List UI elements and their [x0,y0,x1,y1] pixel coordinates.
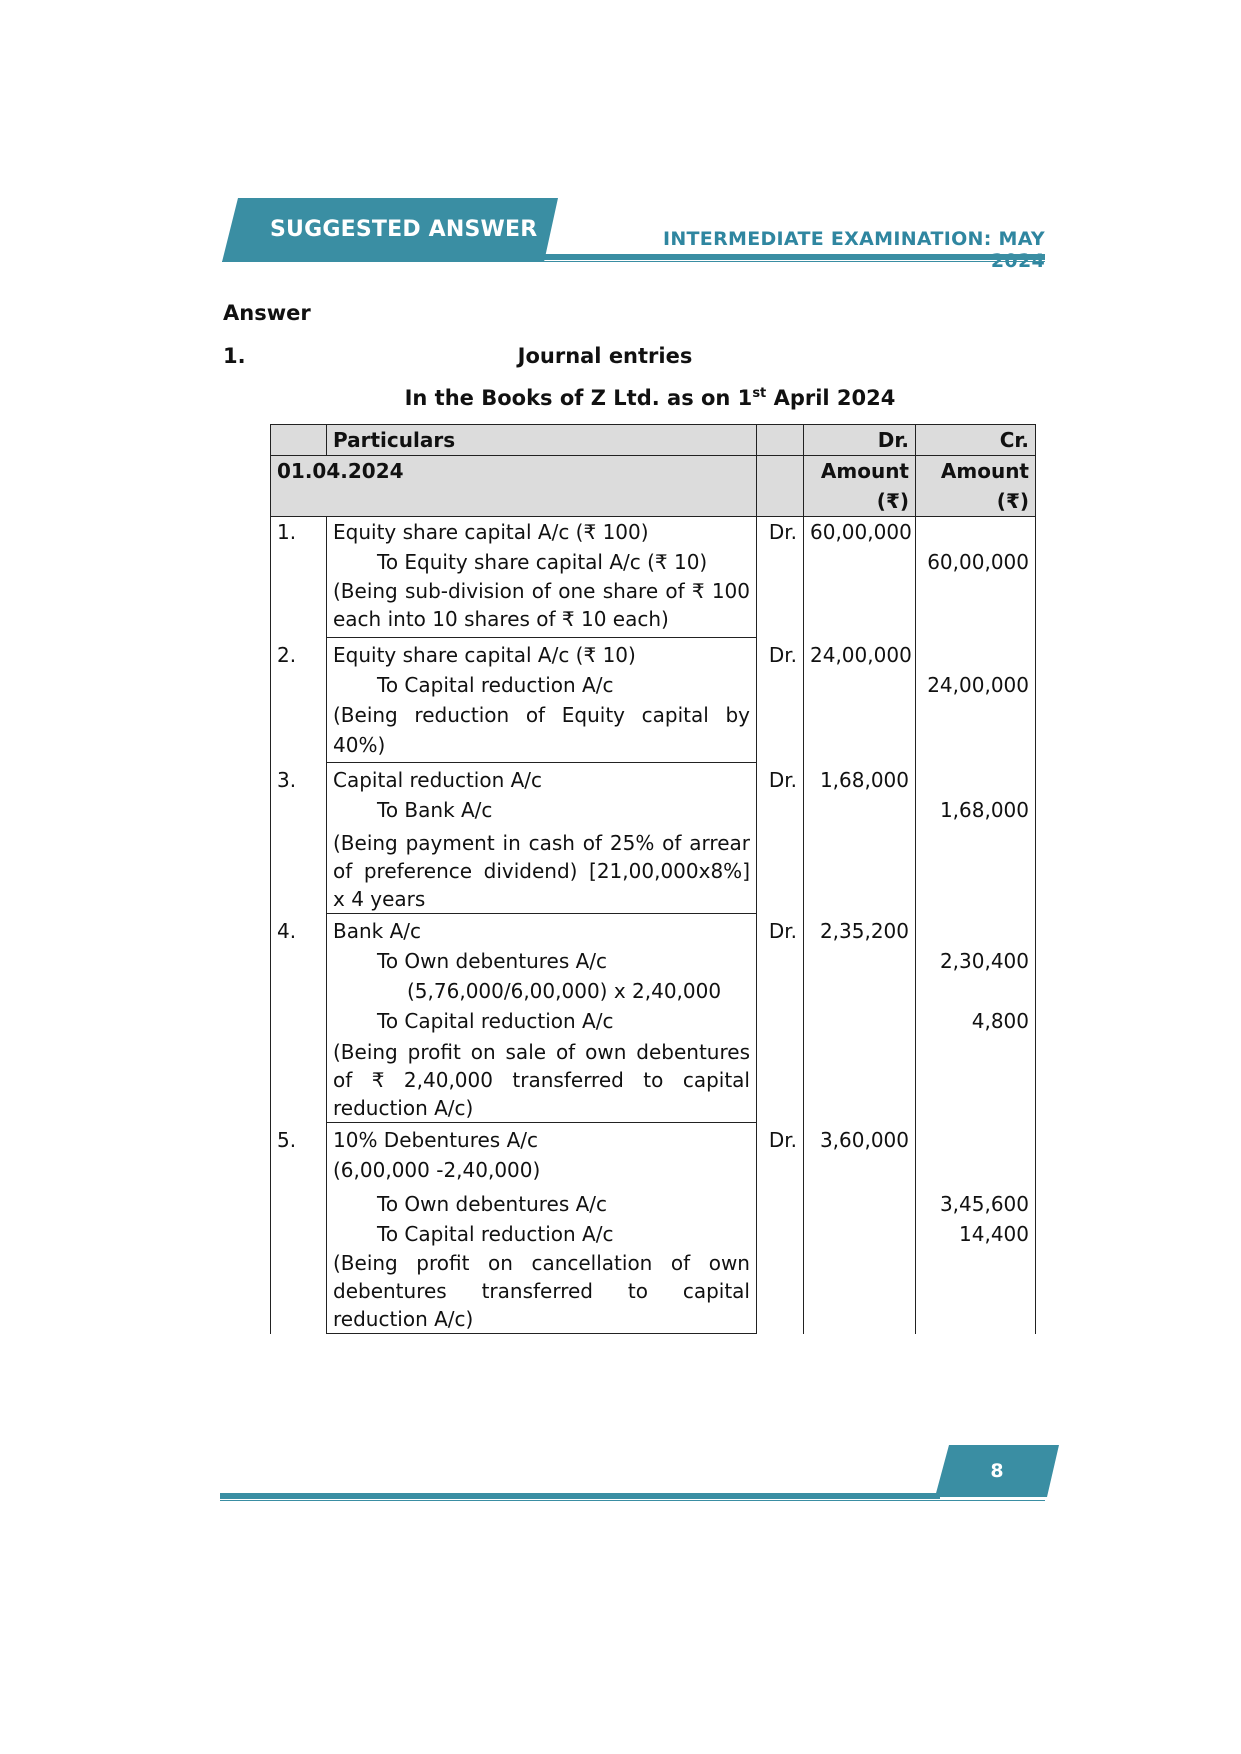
table-row [271,700,1036,763]
credit-amount: 3,45,600 [916,1185,1036,1219]
table-row [271,825,1036,914]
table-row [271,1219,1036,1249]
debit-account: Bank A/c [327,914,757,947]
table-row [271,1249,1036,1334]
debit-amount: 60,00,000 [804,517,916,548]
table-row [271,795,1036,825]
credit-amount: 60,00,000 [916,547,1036,577]
credit-account: To Own debentures A/c [327,1185,757,1219]
narration: (Being reduction of Equity capital by 40%) [327,700,757,763]
table-row [271,1185,1036,1219]
credit-account: To Equity share capital A/c (₹ 10) [327,547,757,577]
table-row [271,670,1036,700]
table-row [271,1123,1036,1156]
footer-thin-rule [220,1500,1045,1501]
exam-title: INTERMEDIATE EXAMINATION: MAY [662,228,1045,250]
footer-rule [220,1493,940,1499]
section-title: Journal entries [517,344,693,368]
table-row [271,1155,1036,1185]
entry-number: 1. [271,517,327,548]
table-subheader-row [271,456,1036,517]
header-thin-rule [222,261,1045,262]
dr-amount-header: Amount (₹) [804,456,916,517]
particulars-header: Particulars [327,425,757,456]
table-header-row [271,425,1036,456]
credit-account: To Capital reduction A/c [327,670,757,700]
dr-header: Dr. [804,425,916,456]
credit-account: To Capital reduction A/c [327,1006,757,1036]
credit-amount: 4,800 [916,1006,1036,1036]
cr-header: Cr. [916,425,1036,456]
credit-account: To Bank A/c [327,795,757,825]
table-row [271,577,1036,638]
section-subtitle: In the Books of Z Ltd. as on 1st April 2024 [404,386,896,410]
debit-amount: 24,00,000 [804,638,916,671]
narration: (Being sub-division of one share of ₹ 100 each into 10 shares of ₹ 10 each) [327,577,757,638]
debit-amount: 3,60,000 [804,1123,916,1156]
table-row [271,638,1036,671]
answer-heading: Answer [223,301,311,325]
narration: (Being profit on sale of own debentures of ₹ 2,40,000 transferred to capital reduction A/c) [327,1036,757,1123]
credit-amount: 2,30,400 [916,946,1036,976]
calculation-line: (6,00,000 -2,40,000) [327,1155,757,1185]
credit-amount: 1,68,000 [916,795,1036,825]
credit-amount: 24,00,000 [916,670,1036,700]
table-row [271,547,1036,577]
narration: (Being profit on cancellation of own debentures transferred to capital reduction A/c) [327,1249,757,1334]
header-rule [540,254,1045,260]
debit-account: Capital reduction A/c [327,763,757,796]
table-row [271,946,1036,976]
debit-account: 10% Debentures A/c [327,1123,757,1156]
debit-account: Equity share capital A/c (₹ 100) [327,517,757,548]
credit-account: To Own debentures A/c [327,946,757,976]
date-cell: 01.04.2024 [271,456,757,517]
dr-mark: Dr. [757,638,804,671]
entry-number: 3. [271,763,327,796]
table-row [271,763,1036,796]
table-row [271,914,1036,947]
page-number: 8 [990,1460,1004,1482]
table-row [271,976,1036,1006]
narration: (Being payment in cash of 25% of arrear of preference dividend) [21,00,000x8%] x 4 years [327,825,757,914]
entry-number: 2. [271,638,327,671]
debit-amount: 1,68,000 [804,763,916,796]
debit-amount: 2,35,200 [804,914,916,947]
calculation-line: (5,76,000/6,00,000) x 2,40,000 [327,976,757,1006]
dr-mark: Dr. [757,1123,804,1156]
header-tab-label: SUGGESTED ANSWER [270,217,538,242]
credit-account: To Capital reduction A/c [327,1219,757,1249]
dr-mark: Dr. [757,517,804,548]
cr-amount-header: Amount (₹) [916,456,1036,517]
table-row [271,517,1036,548]
debit-account: Equity share capital A/c (₹ 10) [327,638,757,671]
dr-mark: Dr. [757,763,804,796]
journal-table [270,424,1036,1334]
dr-mark: Dr. [757,914,804,947]
question-number: 1. [223,344,246,368]
table-row [271,1006,1036,1036]
entry-number: 4. [271,914,327,947]
credit-amount: 14,400 [916,1219,1036,1249]
entry-number: 5. [271,1123,327,1156]
table-row [271,1036,1036,1123]
